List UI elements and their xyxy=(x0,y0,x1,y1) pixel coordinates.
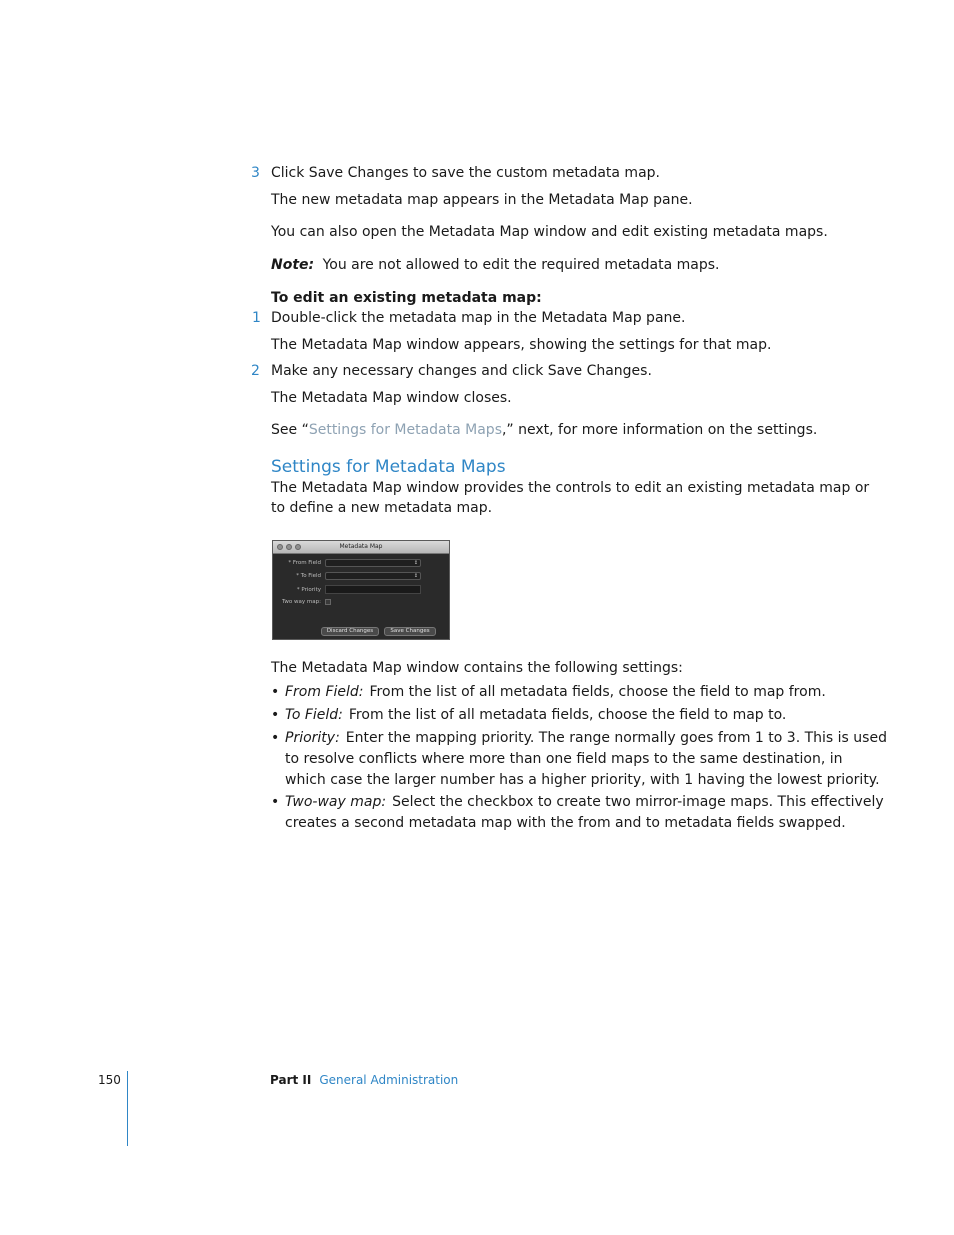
setting-description: From the list of all metadata fields, choose the field to map to. xyxy=(348,707,787,723)
setting-description-line xyxy=(285,728,887,748)
from-field-label: * From Field xyxy=(288,560,321,566)
updown-arrows-icon: ↕ xyxy=(413,573,418,579)
setting-description-line: which case the larger number has a higher priority, with 1 having the lowest priority. xyxy=(285,772,880,788)
settings-link[interactable]: Settings for Metadata Maps xyxy=(308,422,502,438)
step-number: 2 xyxy=(251,363,260,379)
setting-description-line: creates a second metadata map with the from and to metadata fields swapped. xyxy=(285,815,846,831)
bullet-icon: • xyxy=(271,684,280,700)
window-titlebar xyxy=(273,541,449,554)
step-result: The Metadata Map window closes. xyxy=(271,390,512,406)
setting-term: Priority: xyxy=(285,730,340,746)
paragraph: You can also open the Metadata Map window and edit existing metadata maps. xyxy=(271,224,828,240)
page-number: 150 xyxy=(98,1073,121,1087)
window-title: Metadata Map xyxy=(339,543,383,550)
setting-description-line xyxy=(285,682,826,702)
note-text: You are not allowed to edit the required metadata maps. xyxy=(322,257,720,273)
step-text: Click Save Changes to save the custom metadata map. xyxy=(271,165,660,181)
setting-description: Select the checkbox to create two mirror-image maps. This effectively xyxy=(392,794,884,810)
priority-label: * Priority xyxy=(296,587,321,593)
section-intro-line: The Metadata Map window provides the controls to edit an existing metadata map or xyxy=(271,480,870,496)
section-heading: Settings for Metadata Maps xyxy=(271,457,506,477)
footer-part-label: Part II xyxy=(270,1073,312,1087)
setting-term: To Field: xyxy=(285,707,343,723)
see-prefix: See “ xyxy=(271,422,309,438)
bullet-icon: • xyxy=(271,707,280,723)
metadata-map-window-screenshot xyxy=(272,540,450,640)
discard-changes-button: Discard Changes xyxy=(321,627,379,636)
step-text: Make any necessary changes and click Save Changes. xyxy=(271,363,652,379)
two-way-map-checkbox xyxy=(325,599,331,605)
setting-description-line: to resolve conflicts where more than one field maps to the same destination, in xyxy=(285,751,843,767)
step-number: 1 xyxy=(252,310,261,326)
updown-arrows-icon: ↕ xyxy=(413,560,418,566)
setting-description-line xyxy=(285,705,786,725)
section-intro-line: to define a new metadata map. xyxy=(271,500,493,516)
step-text: Double-click the metadata map in the Metadata Map pane. xyxy=(271,310,686,326)
note-label: Note: xyxy=(271,257,315,273)
note xyxy=(271,255,719,275)
save-changes-button: Save Changes xyxy=(384,627,436,636)
step-number: 3 xyxy=(251,165,260,181)
task-title: To edit an existing metadata map: xyxy=(271,290,542,306)
bullet-icon: • xyxy=(271,730,280,746)
step-result: The new metadata map appears in the Metadata Map pane. xyxy=(271,192,693,208)
to-field-label: * To Field xyxy=(296,573,321,579)
step-result: The Metadata Map window appears, showing the settings for that map. xyxy=(271,337,772,353)
to-field-popup xyxy=(325,572,421,580)
footer-part xyxy=(270,1072,458,1088)
setting-term: Two-way map: xyxy=(285,794,387,810)
see-reference xyxy=(271,420,817,440)
see-suffix: ,” next, for more information on the settings. xyxy=(501,422,818,438)
setting-description: Enter the mapping priority. The range normally goes from 1 to 3. This is used xyxy=(345,730,887,746)
footer-rule xyxy=(127,1071,128,1146)
setting-term: From Field: xyxy=(285,684,364,700)
footer-section-title: General Administration xyxy=(319,1073,459,1087)
setting-description-line xyxy=(285,792,884,812)
setting-description: From the list of all metadata fields, choose the field to map from. xyxy=(369,684,826,700)
from-field-popup xyxy=(325,559,421,567)
settings-intro: The Metadata Map window contains the following settings: xyxy=(271,660,683,676)
bullet-icon: • xyxy=(271,794,280,810)
priority-field xyxy=(325,585,421,594)
two-way-map-label: Two way map: xyxy=(281,599,321,605)
